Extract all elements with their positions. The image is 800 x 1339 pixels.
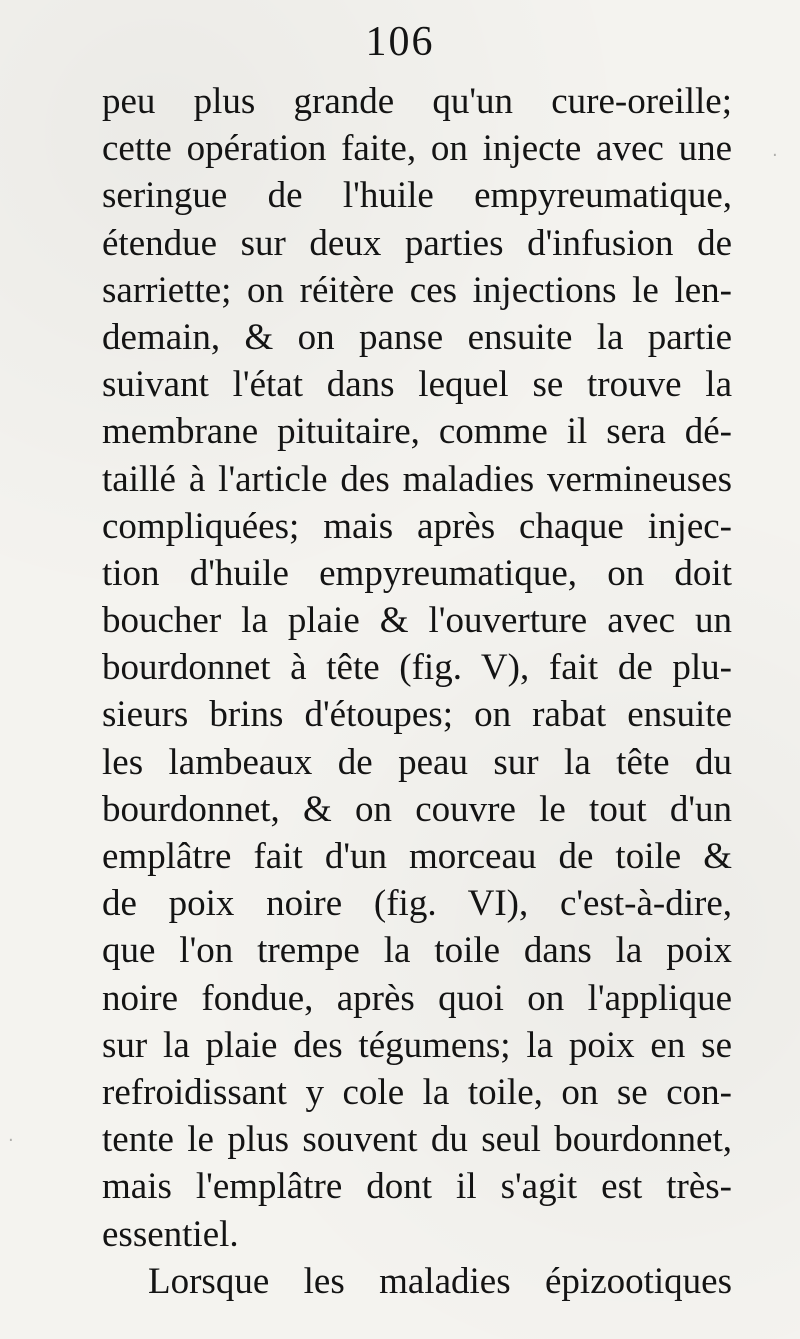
text-line: tente le plus souvent du seul bourdonnet, <box>102 1119 732 1161</box>
page-edge-speck: · <box>8 1130 14 1151</box>
text-line: sur la plaie des tégumens; la poix en se <box>102 1024 732 1066</box>
text-line: compliquées; mais après chaque injec- <box>102 505 732 547</box>
page-number: 106 <box>365 19 435 65</box>
text-line: que l'on trempe la toile dans la poix <box>102 930 732 972</box>
text-line: boucher la plaie & l'ouverture avec un <box>102 600 732 642</box>
text-line: sarriette; on réitère ces injections le len- <box>102 269 732 311</box>
text-line: tion d'huile empyreumatique, on doit <box>102 552 732 594</box>
text-line: étendue sur deux parties d'infusion de <box>102 222 732 264</box>
text-line: essentiel. <box>102 1213 239 1255</box>
text-line: seringue de l'huile empyreumatique, <box>102 175 732 217</box>
text-line: demain, & on panse ensuite la partie <box>102 316 732 358</box>
text-line: bourdonnet à tête (fig. V), fait de plu- <box>102 647 732 689</box>
text-line: bourdonnet, & on couvre le tout d'un <box>102 788 732 830</box>
text-line: de poix noire (fig. VI), c'est-à-dire, <box>102 883 732 925</box>
text-line: refroidissant y cole la toile, on se con- <box>102 1071 732 1113</box>
text-line: mais l'emplâtre dont il s'agit est très- <box>102 1166 732 1208</box>
text-line: suivant l'état dans lequel se trouve la <box>102 364 732 406</box>
text-line: noire fondue, après quoi on l'applique <box>102 977 732 1019</box>
text-line: emplâtre fait d'un morceau de toile & <box>102 836 732 877</box>
text-line: taillé à l'article des maladies vermineuses <box>102 458 732 500</box>
paragraph-start-line: Lorsque les maladies épizootiques <box>148 1260 732 1302</box>
text-line: sieurs brins d'étoupes; on rabat ensuite <box>102 694 732 736</box>
text-line: cette opération faite, on injecte avec une <box>102 128 732 170</box>
page-edge-speck: · <box>772 145 778 166</box>
text-line: peu plus grande qu'un cure-oreille; <box>102 81 732 122</box>
text-line: les lambeaux de peau sur la tête du <box>102 741 732 783</box>
body-text <box>102 78 732 1305</box>
text-line: membrane pituitaire, comme il sera dé- <box>102 411 732 453</box>
